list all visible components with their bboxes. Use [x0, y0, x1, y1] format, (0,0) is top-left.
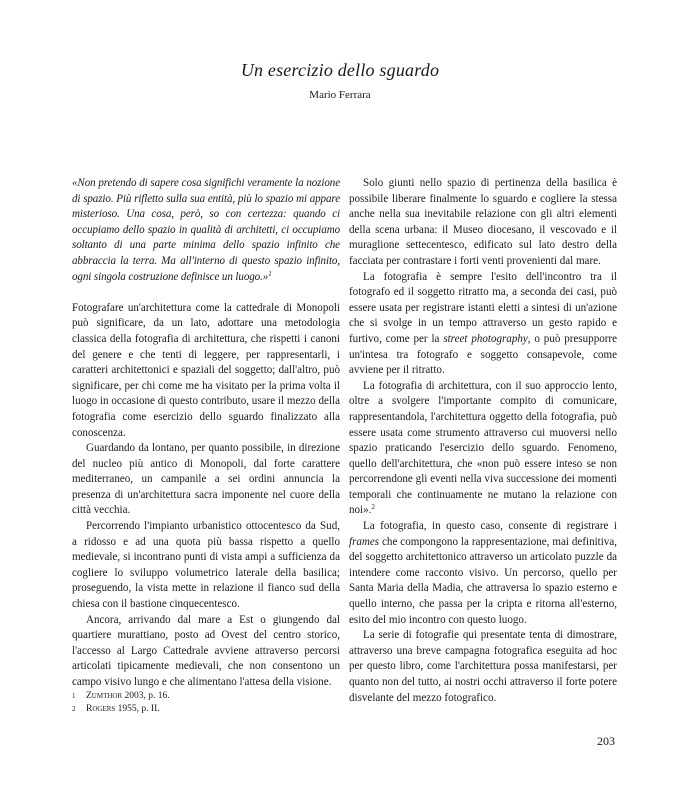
paragraph-6: [349, 270, 617, 379]
paragraph-8: [349, 519, 617, 628]
article-title: Un esercizio dello sguardo: [240, 60, 440, 80]
epigraph-text: «Non pretendo di sapere cosa significhi veramente la nozione di spazio. Più rifletto sulla sua entità, più lo spazio mi appare misterioso. Una cosa, però, so con certezza: quando ci occupiamo dello spazio in qualità di architetti, ci occupiamo soltanto di una parte minima dello spazio infinito che abbraccia la terra. Ma all'interno di questo spazio infinito, ogni singola costruzione definisce un luogo.»: [72, 177, 340, 283]
paragraph-5: Solo giunti nello spazio di pertinenza della basilica è possibile liberare finalmente lo sguardo e cogliere la stessa anche nella sua inevitabile relazione con gli altri elementi della scena urbana: il Museo diocesano, il vescovado e il muraglione settecentesco, edificato sul lato destro della facciata per contrastare i forti venti provenienti dal mare.: [349, 177, 617, 267]
footnote-ref-2[interactable]: 2: [371, 503, 375, 512]
footnote-text: [86, 690, 170, 703]
paragraph-8-text-a: La fotografia, in questo caso, consente di registrare i: [363, 520, 617, 533]
footnote-text: [86, 703, 160, 716]
footnote-ref: 2003, p. 16.: [122, 691, 170, 701]
paragraph-7-text: La fotografia di architettura, con il suo approccio lento, oltre a svolgere l'importante compito di comunicare, rappresentandola, l'architettura oggetto della fotografia, può essere usata come strumento attraverso cui muoversi nello spazio praticando l'esercizio dello sguardo. Fenomeno, quello dell'architettura, che «non può essere inteso se non percorrendone gli eventi nella viva successione dei momenti temporali che continuamente ne mutano la relazione con noi».: [349, 379, 617, 517]
footnote-ref-1[interactable]: 1: [268, 269, 272, 278]
footnote-author: Zumthor: [86, 691, 123, 701]
paragraph-6-text-a: La fotografia è sempre l'esito dell'incontro tra il fotografo ed il soggetto ritratto ma, a seconda dei casi, può essere usata per registrare istanti eletti a sintesi di un'azione che si svolge in un tempo attraverso un gesto rapido e furtivo, come per la: [349, 270, 617, 345]
footnote-number: 1: [72, 692, 76, 700]
paragraph-1: Fotografare un'architettura come la cattedrale di Monopoli può significare, da un lato, adottare una metodologia classica della fotografia di architettura, che rispetti i canoni del genere e che tenti di leggere, per rappresentarli, i caratteri architettonici e spaziali del soggetto; dall'altro, può significare, per chi come me ha visitato per la prima volta il luogo in occasione di questo contributo, usare il mezzo della fotografia come esercizio dello sguardo finalizzato alla conoscenza.: [72, 301, 340, 439]
street-photography-term: street photography: [443, 332, 528, 345]
page-number: 203: [597, 734, 615, 748]
footnote-ref: 1955, p. II.: [115, 704, 160, 714]
frames-term: frames: [349, 535, 380, 548]
left-column: [72, 176, 340, 691]
paragraph-7: [349, 379, 617, 519]
footnote-2: [72, 703, 170, 716]
footnote-author: Rogers: [86, 704, 116, 714]
footnotes: [72, 690, 170, 716]
footnote-number: 2: [72, 705, 76, 713]
paragraph-6-text-b: , o può presupporre un'intesa tra fotografo e soggetto consapevole, come avviene per il ritratto.: [349, 332, 618, 377]
paragraph-2: Guardando da lontano, per quanto possibile, in direzione del nucleo più antico di Monopoli, dal forte carattere mediterraneo, un campanile a sei ordini annuncia la presenza di un'architettura sacra imponente nel cuore della città vecchia.: [72, 442, 340, 517]
paragraph-4: Ancora, arrivando dal mare a Est o giungendo dal quartiere murattiano, posto ad Ovest del centro storico, l'accesso al Largo Cattedrale avviene attraverso percorsi articolati tipicamente medievali, che non consentono un campo visivo lungo e che alimentano l'attesa della visione.: [72, 613, 340, 688]
right-column: [349, 176, 617, 706]
article-author: Mario Ferrara: [309, 89, 371, 101]
paragraph-9: La serie di fotografie qui presentate tenta di dimostrare, attraverso una breve campagna fotografica eseguita ad hoc per questo libro, come l'architettura possa manifestarsi, per quanto non del tutto, ai nostri occhi attraverso il forte potere disvelante del mezzo fotografico.: [349, 629, 617, 704]
paragraph-3: Percorrendo l'impianto urbanistico ottocentesco da Sud, a ridosso e ad una quota più bassa rispetto a quello medievale, si incontrano punti di vista ampi a sufficienza da cogliere lo sviluppo volumetrico laterale della basilica; proseguendo, la vista mette in relazione il fianco sud della chiesa con il bastione cinquecentesco.: [72, 520, 340, 611]
footnote-1: [72, 690, 170, 703]
epigraph-quote: [72, 176, 340, 285]
paragraph-8-text-b: che compongono la rappresentazione, mai definitiva, del soggetto architettonico attraverso un articolato puzzle da intendere come racconto visivo. Un percorso, quello per Santa Maria della Madia, che attraversa lo spazio esterno e quello interno, che passa per la cripta e ritorna all'esterno, esito del mio incontro con questo luogo.: [349, 535, 617, 626]
